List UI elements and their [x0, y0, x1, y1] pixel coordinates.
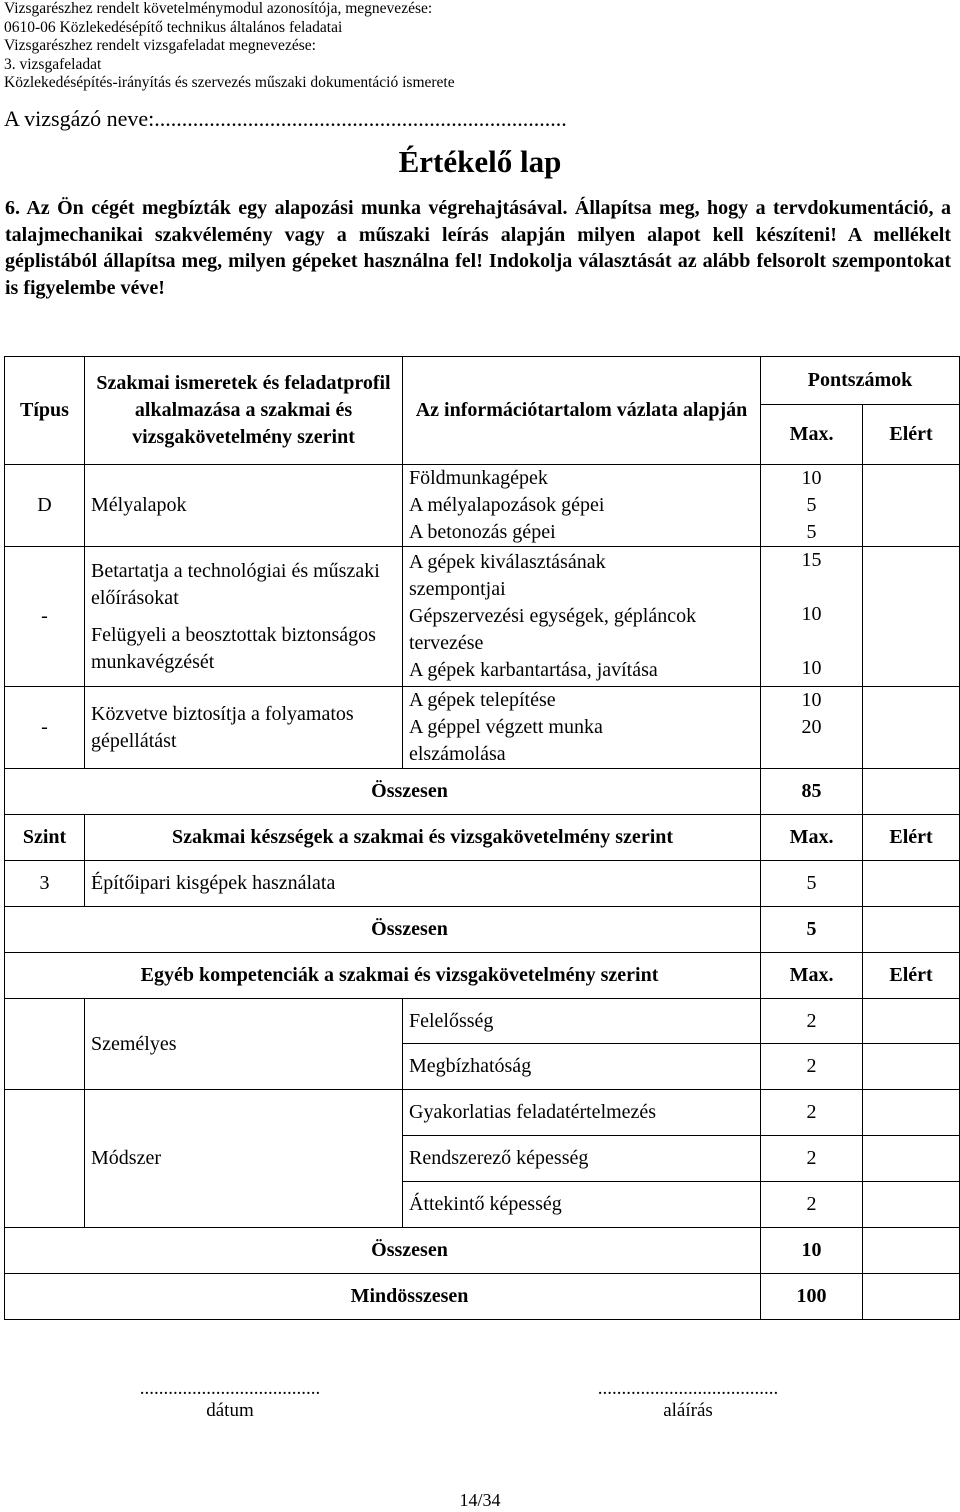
- grand-total-value: 100: [761, 1274, 863, 1320]
- skill-achieved[interactable]: [863, 861, 960, 907]
- header-line-1: Vizsgarészhez rendelt követelménymodul azonosítója, megnevezése:: [4, 0, 433, 17]
- achieved-header: Elért: [863, 405, 960, 465]
- competence-overview-max: 2: [761, 1182, 863, 1228]
- row1-info: [403, 465, 761, 547]
- table2-total-value: 5: [761, 907, 863, 953]
- row3-item-2: A géppel végzett munka: [409, 716, 603, 738]
- task-description: 6. Az Ön cégét megbízták egy alapozási munka végrehajtásával. Állapítsa meg, hogy a tervdokumentáció, a talajmechanikai szakvélemény vagy a műszaki leírás alapján milyen alapot kell készíteni! A mellékelt géplistából állapítsa meg, milyen gépeket használna fel! Indokolja választását az alább felsorolt szempontokat is figyelembe véve!: [5, 197, 951, 299]
- row3-max: [761, 687, 863, 769]
- competences-achieved-header: Elért: [863, 953, 960, 999]
- competence-practical: Gyakorlatias feladatértelmezés: [403, 1090, 761, 1136]
- grand-total-achieved[interactable]: [863, 1274, 960, 1320]
- row2-achieved[interactable]: [863, 547, 960, 687]
- table1-total-achieved[interactable]: [863, 769, 960, 815]
- table3-total-label: Összesen: [5, 1228, 761, 1274]
- header-line-2: 0610-06 Közlekedésépítő technikus általános feladatai: [4, 18, 343, 36]
- row2-max: [761, 547, 863, 687]
- row2-max-3: 10: [801, 657, 822, 679]
- skills-header: Szakmai készségek a szakmai és vizsgakövetelmény szerint: [85, 815, 761, 861]
- header-line-4: 3. vizsgafeladat: [4, 55, 102, 73]
- header-line-3: Vizsgarészhez rendelt vizsgafeladat megnevezése:: [4, 37, 316, 55]
- info-header: Az információtartalom vázlata alapján: [403, 357, 761, 465]
- competence-responsibility-achieved[interactable]: [863, 999, 960, 1044]
- sign-line[interactable]: ......................................: [597, 1378, 779, 1399]
- row3-type: -: [5, 687, 85, 769]
- skill-name: Építőipari kisgépek használata: [85, 861, 761, 907]
- competence-responsibility: Felelősség: [403, 999, 761, 1044]
- row3-item-1: A gépek telepítése: [409, 689, 556, 711]
- row3-info: [403, 687, 761, 769]
- max-header: Max.: [761, 405, 863, 465]
- date-line[interactable]: ......................................: [139, 1378, 321, 1399]
- row2-item-2: szempontjai: [409, 578, 506, 600]
- row1-max-1: 10: [801, 467, 822, 489]
- sign-label: aláírás: [663, 1400, 713, 1421]
- skill-level: 3: [5, 861, 85, 907]
- level-header: Szint: [5, 815, 85, 861]
- row2-max-1: 15: [801, 549, 822, 571]
- group1-spacer: [5, 999, 85, 1090]
- row2-item-1: A gépek kiválasztásának: [409, 551, 606, 573]
- competence-overview-achieved[interactable]: [863, 1182, 960, 1228]
- row1-max-3: 5: [806, 521, 817, 543]
- group1-label: Személyes: [85, 999, 403, 1090]
- table1-total-label: Összesen: [5, 769, 761, 815]
- row3-max-1: 10: [801, 689, 822, 711]
- row3-item-3: elszámolása: [409, 743, 506, 765]
- header-line-5: Közlekedésépítés-irányítás és szervezés műszaki dokumentáció ismerete: [4, 74, 455, 92]
- competence-practical-achieved[interactable]: [863, 1090, 960, 1136]
- sign-signature-block: [548, 1378, 828, 1422]
- row2-item-3: Gépszervezési egységek, gépláncok: [409, 605, 697, 627]
- row3-achieved[interactable]: [863, 687, 960, 769]
- skills-achieved-header: Elért: [863, 815, 960, 861]
- candidate-name-field[interactable]: A vizsgázó neve:...........................................................................: [4, 106, 567, 131]
- competence-practical-max: 2: [761, 1090, 863, 1136]
- document-header: [4, 0, 455, 93]
- competence-systematic: Rendszerező képesség: [403, 1136, 761, 1182]
- row1-max-2: 5: [806, 494, 817, 516]
- page-title: Értékelő lap: [398, 144, 562, 179]
- row3-profile: Közvetve biztosítja a folyamatos gépellátást: [85, 687, 403, 769]
- competence-reliability: Megbízhatóság: [403, 1044, 761, 1090]
- competences-max-header: Max.: [761, 953, 863, 999]
- row1-item-2: A mélyalapozások gépei: [409, 494, 605, 516]
- row2-item-5: A gépek karbantartása, javítása: [409, 659, 658, 681]
- row2-profile-b: Felügyeli a beosztottak biztonságos munkavégzését: [91, 623, 376, 673]
- profile-header: Szakmai ismeretek és feladatprofil alkalmazása a szakmai és vizsgakövetelmény szerint: [85, 357, 403, 465]
- grand-total-label: Mindösszesen: [5, 1274, 761, 1320]
- competence-reliability-achieved[interactable]: [863, 1044, 960, 1090]
- competence-systematic-achieved[interactable]: [863, 1136, 960, 1182]
- competence-systematic-max: 2: [761, 1136, 863, 1182]
- table3-total-achieved[interactable]: [863, 1228, 960, 1274]
- skill-max: 5: [761, 861, 863, 907]
- row1-achieved[interactable]: [863, 465, 960, 547]
- competences-header: Egyéb kompetenciák a szakmai és vizsgakövetelmény szerint: [5, 953, 761, 999]
- type-header: Típus: [5, 357, 85, 465]
- competence-responsibility-max: 2: [761, 999, 863, 1044]
- competence-overview: Áttekintő képesség: [403, 1182, 761, 1228]
- group2-spacer: [5, 1090, 85, 1228]
- row1-max: [761, 465, 863, 547]
- row3-max-2: 20: [801, 716, 822, 738]
- evaluation-table: [4, 356, 960, 1320]
- competence-reliability-max: 2: [761, 1044, 863, 1090]
- row2-type: -: [5, 547, 85, 687]
- page-number: 14/34: [459, 1490, 501, 1510]
- row2-item-4: tervezése: [409, 632, 484, 654]
- table1-total-value: 85: [761, 769, 863, 815]
- row1-profile: Mélyalapok: [85, 465, 403, 547]
- date-signature-block: [90, 1378, 370, 1422]
- date-label: dátum: [206, 1400, 254, 1421]
- row2-max-2: 10: [801, 603, 822, 625]
- row2-profile-a: Betartatja a technológiai és műszaki előírásokat: [91, 559, 380, 609]
- row1-type: D: [5, 465, 85, 547]
- skills-max-header: Max.: [761, 815, 863, 861]
- group2-label: Módszer: [85, 1090, 403, 1228]
- table2-total-achieved[interactable]: [863, 907, 960, 953]
- row2-info: [403, 547, 761, 687]
- row1-item-3: A betonozás gépei: [409, 521, 556, 543]
- table3-total-value: 10: [761, 1228, 863, 1274]
- table2-total-label: Összesen: [5, 907, 761, 953]
- points-header: Pontszámok: [761, 357, 960, 405]
- row1-item-1: Földmunkagépek: [409, 467, 548, 489]
- row2-profile: [85, 547, 403, 687]
